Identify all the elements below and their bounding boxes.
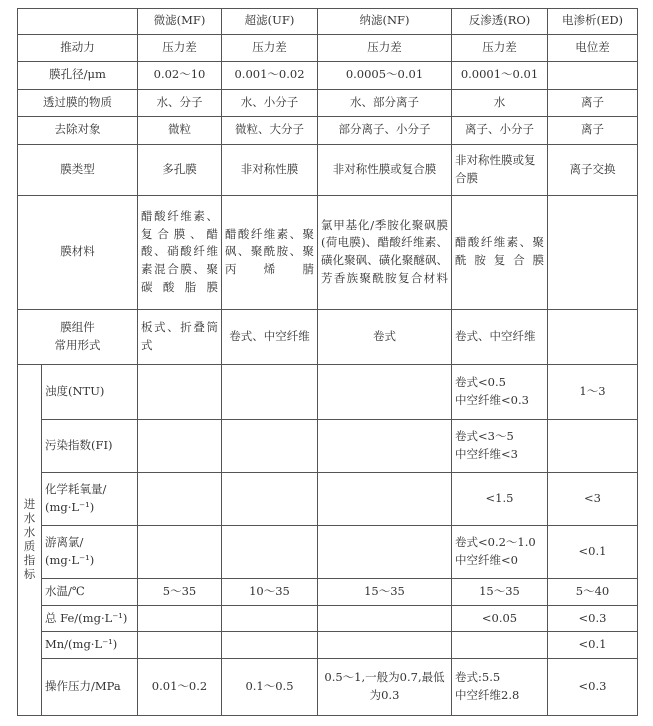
header-ed: 电渗析(ED)	[548, 9, 638, 35]
table-cell	[222, 526, 318, 579]
table-cell: <0.1	[548, 632, 638, 659]
table-cell: 多孔膜	[138, 144, 222, 195]
table-cell: 15～35	[318, 579, 452, 606]
table-cell: 0.1～0.5	[222, 658, 318, 715]
row-label: 去除对象	[18, 117, 138, 145]
table-cell	[452, 632, 548, 659]
feed-row-label: 游离氯/ (mg·L⁻¹)	[42, 526, 138, 579]
table-cell: <0.3	[548, 658, 638, 715]
table-cell: 卷式<0.2～1.0 中空纤维<0	[452, 526, 548, 579]
table-cell	[222, 605, 318, 632]
feed-row	[18, 579, 638, 606]
row-driving-force	[18, 34, 638, 62]
feed-row-label: 化学耗氧量/ (mg·L⁻¹)	[42, 473, 138, 526]
feed-row	[18, 526, 638, 579]
table-cell: 0.001～0.02	[222, 62, 318, 90]
feed-row-label: 操作压力/MPa	[42, 658, 138, 715]
header-nf: 纳滤(NF)	[318, 9, 452, 35]
table-cell: 5～40	[548, 579, 638, 606]
table-cell: 电位差	[548, 34, 638, 62]
feed-row	[18, 632, 638, 659]
row-permeate	[18, 89, 638, 117]
feed-group-label: 进水水质指标	[18, 364, 42, 715]
table-cell	[318, 526, 452, 579]
row-membrane-type	[18, 144, 638, 195]
feed-row-label: 浊度(NTU)	[42, 364, 138, 419]
table-cell: <0.3	[548, 605, 638, 632]
row-label: 膜组件 常用形式	[18, 309, 138, 364]
row-label: 膜孔径/μm	[18, 62, 138, 90]
feed-row	[18, 364, 638, 419]
table-cell: 0.0001～0.01	[452, 62, 548, 90]
table-cell: <0.1	[548, 526, 638, 579]
table-cell: 卷式	[318, 309, 452, 364]
table-cell: <1.5	[452, 473, 548, 526]
table-cell: 0.02～10	[138, 62, 222, 90]
table-cell	[138, 632, 222, 659]
table-cell: 卷式<3～5 中空纤维<3	[452, 420, 548, 473]
table-cell: 水、分子	[138, 89, 222, 117]
table-cell	[318, 420, 452, 473]
table-cell: 非对称性膜	[222, 144, 318, 195]
table-cell: <3	[548, 473, 638, 526]
feed-row-label: 总 Fe/(mg·L⁻¹)	[42, 605, 138, 632]
table-cell: 0.0005～0.01	[318, 62, 452, 90]
table-cell: 离子、小分子	[452, 117, 548, 145]
header-row	[18, 9, 638, 35]
table-cell: 板式、折叠筒式	[138, 309, 222, 364]
row-removal-target	[18, 117, 638, 145]
table-cell: 醋酸纤维素、聚砜、聚酰胺、聚丙烯腈	[222, 195, 318, 309]
table-cell: 醋酸纤维素、聚酰胺复合膜	[452, 195, 548, 309]
table-cell: 微粒	[138, 117, 222, 145]
table-cell	[138, 605, 222, 632]
table-cell	[318, 364, 452, 419]
table-cell: 氯甲基化/季胺化聚砜膜(荷电膜)、醋酸纤维素、磺化聚砜、磺化聚醚砜、芳香族聚酰胺复合材料	[318, 195, 452, 309]
feed-row	[18, 658, 638, 715]
table-cell	[138, 420, 222, 473]
table-cell	[222, 473, 318, 526]
table-cell	[548, 420, 638, 473]
table-cell: 非对称性膜或复合膜	[318, 144, 452, 195]
feed-row	[18, 605, 638, 632]
table-cell: 压力差	[138, 34, 222, 62]
table-cell: 0.5～1,一般为0.7,最低为0.3	[318, 658, 452, 715]
table-cell	[548, 195, 638, 309]
feed-row-label: 污染指数(FI)	[42, 420, 138, 473]
table-cell	[318, 473, 452, 526]
row-pore-size	[18, 62, 638, 90]
table-cell	[222, 632, 318, 659]
membrane-comparison-table	[17, 8, 638, 716]
table-cell	[222, 420, 318, 473]
table-cell	[548, 62, 638, 90]
feed-row-label: 水温/℃	[42, 579, 138, 606]
table-cell: 5～35	[138, 579, 222, 606]
table-cell: 10～35	[222, 579, 318, 606]
row-label: 透过膜的物质	[18, 89, 138, 117]
header-uf: 超滤(UF)	[222, 9, 318, 35]
row-label: 膜材料	[18, 195, 138, 309]
table-cell: 1～3	[548, 364, 638, 419]
table-cell	[138, 526, 222, 579]
table-cell	[548, 309, 638, 364]
table-cell: 水、部分离子	[318, 89, 452, 117]
table-cell	[222, 364, 318, 419]
header-mf: 微滤(MF)	[138, 9, 222, 35]
feed-row	[18, 420, 638, 473]
table-cell: <0.05	[452, 605, 548, 632]
table-cell: 非对称性膜或复合膜	[452, 144, 548, 195]
table-cell: 醋酸纤维素、复合膜、醋酸、硝酸纤维素混合膜、聚碳酸脂膜	[138, 195, 222, 309]
table-cell: 离子	[548, 89, 638, 117]
table-cell: 部分离子、小分子	[318, 117, 452, 145]
table-cell: 15～35	[452, 579, 548, 606]
table-cell: 压力差	[222, 34, 318, 62]
table-cell: 微粒、大分子	[222, 117, 318, 145]
table-cell: 水	[452, 89, 548, 117]
table-cell	[318, 632, 452, 659]
table-cell: 卷式、中空纤维	[222, 309, 318, 364]
table-cell: 离子交换	[548, 144, 638, 195]
table-cell	[318, 605, 452, 632]
table-cell: 0.01～0.2	[138, 658, 222, 715]
row-label: 膜类型	[18, 144, 138, 195]
feed-row-label: Mn/(mg·L⁻¹)	[42, 632, 138, 659]
table-cell: 压力差	[318, 34, 452, 62]
row-module-form	[18, 309, 638, 364]
row-membrane-material	[18, 195, 638, 309]
table-cell	[138, 364, 222, 419]
table-cell: 压力差	[452, 34, 548, 62]
table-cell	[138, 473, 222, 526]
header-corner	[18, 9, 138, 35]
header-ro: 反渗透(RO)	[452, 9, 548, 35]
feed-row	[18, 473, 638, 526]
table-cell: 卷式、中空纤维	[452, 309, 548, 364]
table-cell: 卷式<0.5 中空纤维<0.3	[452, 364, 548, 419]
table-cell: 卷式:5.5 中空纤维2.8	[452, 658, 548, 715]
table-cell: 离子	[548, 117, 638, 145]
table-cell: 水、小分子	[222, 89, 318, 117]
row-label: 推动力	[18, 34, 138, 62]
